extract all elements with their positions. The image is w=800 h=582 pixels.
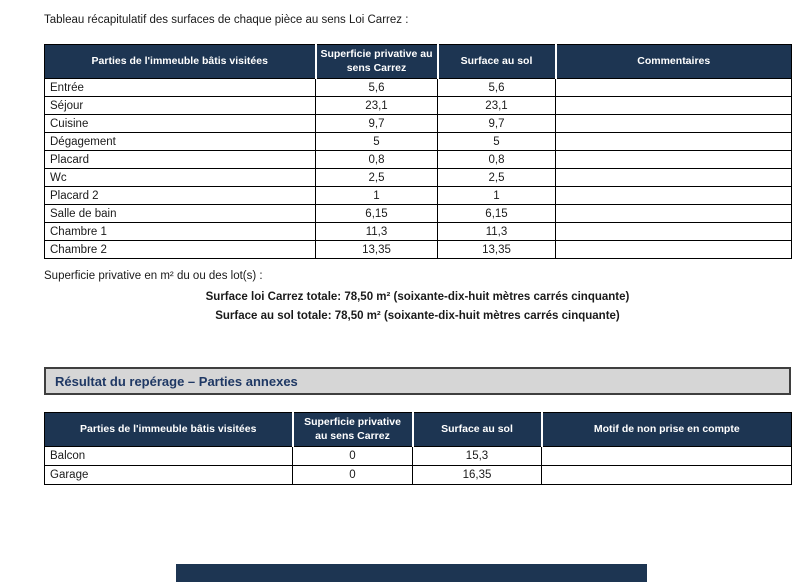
annexes-table	[44, 412, 792, 485]
room-name: Chambre 2	[45, 241, 316, 259]
sol-value: 9,7	[438, 115, 556, 133]
table-row	[45, 241, 792, 259]
sol-value: 11,3	[438, 223, 556, 241]
comment-cell	[556, 187, 792, 205]
header-surface-sol: Surface au sol	[413, 413, 542, 447]
room-name: Wc	[45, 169, 316, 187]
header-parties: Parties de l'immeuble bâtis visitées	[45, 45, 316, 79]
room-name: Placard 2	[45, 187, 316, 205]
header-surface-sol: Surface au sol	[438, 45, 556, 79]
sol-value: 5	[438, 133, 556, 151]
motif-cell	[542, 447, 792, 466]
section-header-annexes	[44, 367, 791, 395]
room-name: Cuisine	[45, 115, 316, 133]
room-name: Dégagement	[45, 133, 316, 151]
sol-value: 13,35	[438, 241, 556, 259]
room-name: Placard	[45, 151, 316, 169]
carrez-value: 1	[316, 187, 438, 205]
carrez-value: 9,7	[316, 115, 438, 133]
carrez-value: 6,15	[316, 205, 438, 223]
comment-cell	[556, 151, 792, 169]
table-row	[45, 223, 792, 241]
table-row	[45, 97, 792, 115]
sol-value: 16,35	[413, 466, 542, 485]
table-row	[45, 169, 792, 187]
carrez-total-line: Surface loi Carrez totale: 78,50 m² (soixante-dix-huit mètres carrés cinquante)	[205, 291, 630, 303]
comment-cell	[556, 205, 792, 223]
table-row	[45, 133, 792, 151]
table-row	[45, 151, 792, 169]
comment-cell	[556, 133, 792, 151]
header-motif: Motif de non prise en compte	[542, 413, 792, 447]
carrez-value: 13,35	[316, 241, 438, 259]
sol-total-line: Surface au sol totale: 78,50 m² (soixante-dix-huit mètres carrés cinquante)	[215, 310, 620, 322]
superficie-lots-line: Superficie privative en m² du ou des lot(s) :	[44, 270, 263, 282]
room-name: Chambre 1	[45, 223, 316, 241]
header-commentaires: Commentaires	[556, 45, 792, 79]
table-row	[45, 447, 792, 466]
carrez-value: 0	[293, 447, 413, 466]
annexes-table-header-row	[45, 413, 792, 447]
cutoff-next-table-header-bar	[176, 564, 647, 582]
sol-value: 23,1	[438, 97, 556, 115]
header-parties: Parties de l'immeuble bâtis visitées	[45, 413, 293, 447]
header-superficie-carrez: Superficie privative au sens Carrez	[293, 413, 413, 447]
surfaces-table	[44, 44, 792, 259]
room-name: Séjour	[45, 97, 316, 115]
carrez-value: 5	[316, 133, 438, 151]
comment-cell	[556, 97, 792, 115]
table-row	[45, 466, 792, 485]
sol-value: 15,3	[413, 447, 542, 466]
surfaces-table-header-row	[45, 45, 792, 79]
carrez-value: 5,6	[316, 79, 438, 97]
carrez-value: 0	[293, 466, 413, 485]
table-row	[45, 79, 792, 97]
table-row	[45, 187, 792, 205]
carrez-value: 0,8	[316, 151, 438, 169]
sol-value: 1	[438, 187, 556, 205]
motif-cell	[542, 466, 792, 485]
comment-cell	[556, 115, 792, 133]
table-row	[45, 115, 792, 133]
carrez-value: 11,3	[316, 223, 438, 241]
sol-value: 5,6	[438, 79, 556, 97]
header-superficie-carrez: Superficie privative au sens Carrez	[316, 45, 438, 79]
comment-cell	[556, 79, 792, 97]
sol-value: 2,5	[438, 169, 556, 187]
room-name: Salle de bain	[45, 205, 316, 223]
comment-cell	[556, 223, 792, 241]
table-row	[45, 205, 792, 223]
comment-cell	[556, 169, 792, 187]
section-header-annexes-title: Résultat du repérage – Parties annexes	[55, 373, 298, 389]
room-name: Balcon	[45, 447, 293, 466]
sol-value: 6,15	[438, 205, 556, 223]
comment-cell	[556, 241, 792, 259]
sol-value: 0,8	[438, 151, 556, 169]
carrez-value: 23,1	[316, 97, 438, 115]
intro-title: Tableau récapitulatif des surfaces de chaque pièce au sens Loi Carrez :	[44, 14, 409, 26]
carrez-value: 2,5	[316, 169, 438, 187]
room-name: Garage	[45, 466, 293, 485]
room-name: Entrée	[45, 79, 316, 97]
